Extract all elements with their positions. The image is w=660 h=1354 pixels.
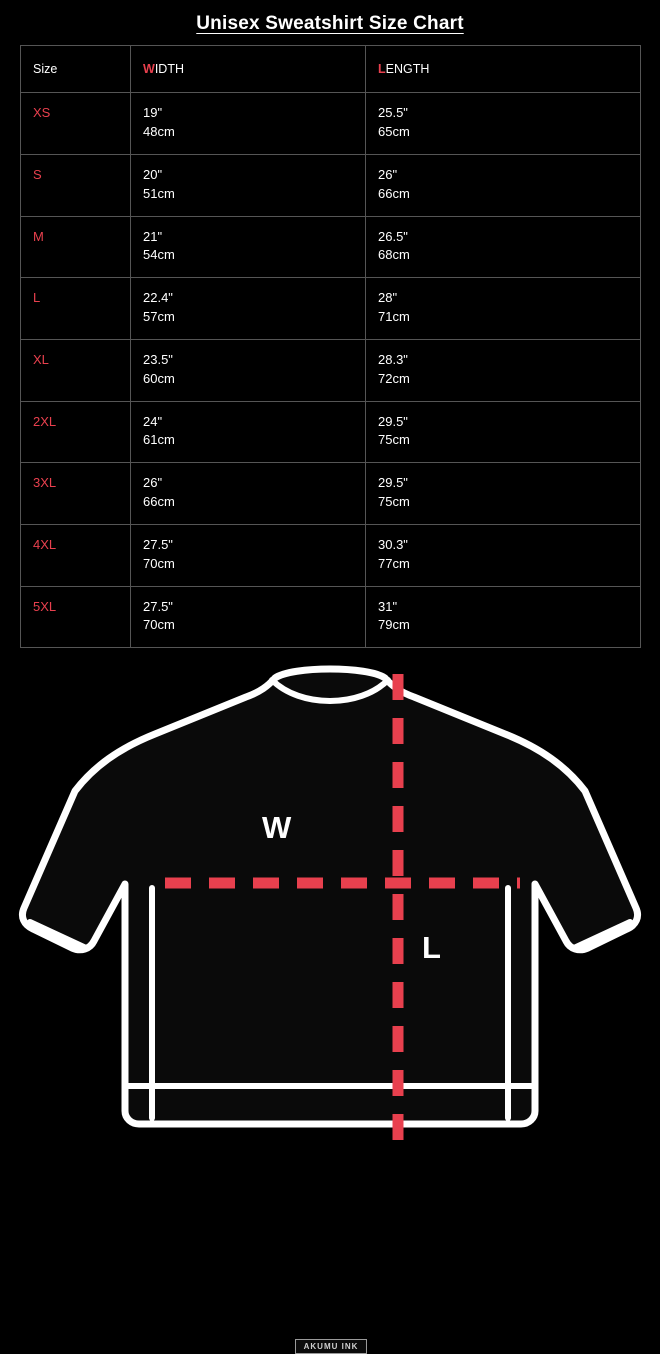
table-row [21,216,641,278]
table-row [21,339,641,401]
cell-size: L [21,278,131,340]
table-row [21,401,641,463]
width-inches: 27.5" [143,536,173,552]
width-inches: 21" [143,228,163,244]
cell-size: 2XL [21,401,131,463]
length-centimeters: 66cm [378,185,410,201]
column-header-length-rest: ENGTH [385,62,430,76]
cell-width [131,216,366,278]
cell-size: S [21,154,131,216]
width-centimeters: 54cm [143,247,175,263]
page-title: Unisex Sweatshirt Size Chart [196,13,464,34]
column-header-length-accent: L [378,62,386,76]
length-inches: 26" [378,166,398,182]
length-centimeters: 79cm [378,617,410,633]
cell-width [131,401,366,463]
size-chart-table [20,45,641,648]
cell-size: 5XL [21,586,131,648]
cell-length [366,586,641,648]
width-centimeters: 70cm [143,617,175,633]
cell-width [131,463,366,525]
cell-size: 3XL [21,463,131,525]
length-centimeters: 75cm [378,432,410,448]
column-header-width-rest: IDTH [154,62,184,76]
cell-length [366,524,641,586]
column-header-width-accent: W [143,62,155,76]
cell-width [131,154,366,216]
length-centimeters: 71cm [378,309,410,325]
length-marker-label: L [422,930,441,965]
length-inches: 26.5" [378,228,408,244]
cell-length [366,401,641,463]
column-header-size-label: Size [33,62,58,76]
width-centimeters: 66cm [143,494,175,510]
cell-width [131,586,366,648]
cell-length [366,278,641,340]
length-inches: 28.3" [378,351,408,367]
length-inches: 25.5" [378,105,408,121]
sweatshirt-diagram [0,656,660,1176]
length-centimeters: 72cm [378,370,410,386]
column-header-length [366,46,641,93]
width-inches: 22.4" [143,290,173,306]
table-row [21,93,641,155]
width-centimeters: 51cm [143,185,175,201]
cell-length [366,154,641,216]
cell-length [366,339,641,401]
cell-size: 4XL [21,524,131,586]
width-inches: 19" [143,105,163,121]
width-inches: 24" [143,413,163,429]
cell-width [131,93,366,155]
column-header-size [21,46,131,93]
cell-size: XL [21,339,131,401]
table-row [21,154,641,216]
width-marker-label: W [262,810,292,845]
cell-width [131,524,366,586]
neck-brand-tag: AKUMU INK [295,1339,367,1354]
table-header-row [21,46,641,93]
sweatshirt-measurement-illustration [0,656,660,1352]
length-inches: 29.5" [378,413,408,429]
size-chart-container [0,45,660,648]
width-inches: 20" [143,166,163,182]
table-row [21,524,641,586]
table-row [21,278,641,340]
length-inches: 31" [378,598,398,614]
width-centimeters: 70cm [143,555,175,571]
length-centimeters: 68cm [378,247,410,263]
length-inches: 29.5" [378,475,408,491]
width-centimeters: 48cm [143,123,175,139]
table-row [21,586,641,648]
length-centimeters: 75cm [378,494,410,510]
cell-width [131,278,366,340]
cell-width [131,339,366,401]
length-inches: 30.3" [378,536,408,552]
cell-length [366,216,641,278]
column-header-width [131,46,366,93]
table-row [21,463,641,525]
cell-length [366,93,641,155]
cell-size: M [21,216,131,278]
length-centimeters: 65cm [378,123,410,139]
width-centimeters: 61cm [143,432,175,448]
length-centimeters: 77cm [378,555,410,571]
width-centimeters: 60cm [143,370,175,386]
width-centimeters: 57cm [143,309,175,325]
width-inches: 23.5" [143,351,173,367]
width-inches: 26" [143,475,163,491]
cell-size: XS [21,93,131,155]
width-inches: 27.5" [143,598,173,614]
length-inches: 28" [378,290,398,306]
cell-length [366,463,641,525]
